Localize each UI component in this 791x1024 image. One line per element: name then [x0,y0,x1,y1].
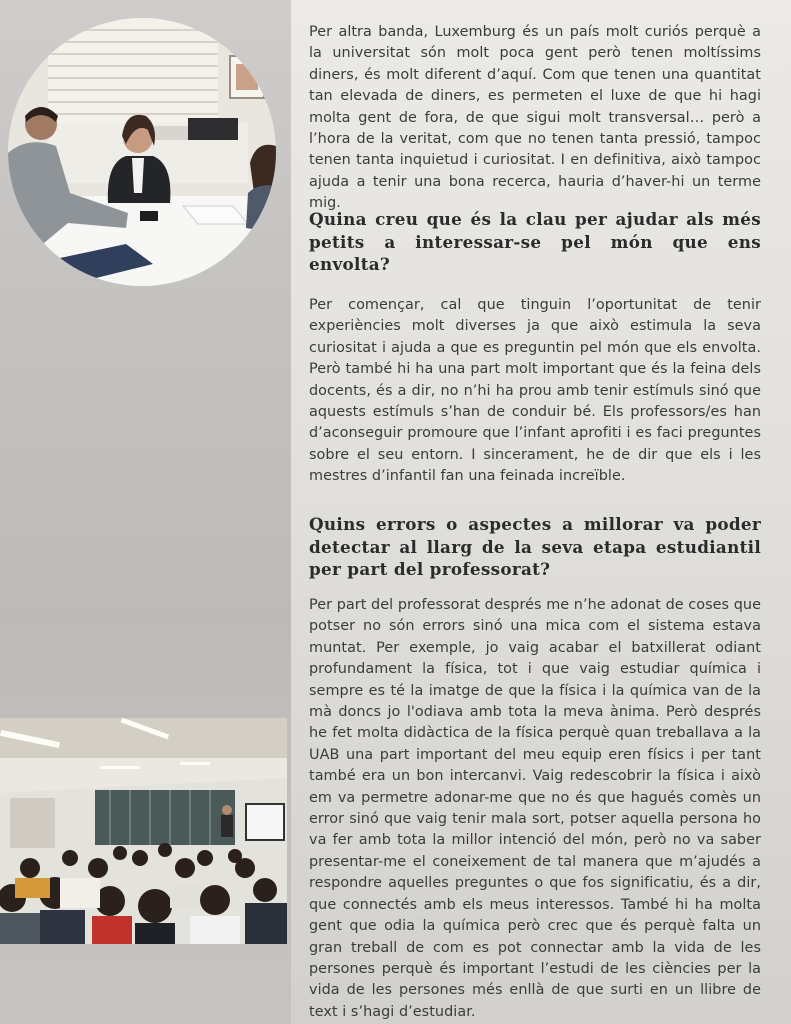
classroom-photo [0,718,287,944]
paragraph-intro: Per altra banda, Luxemburg és un país molt curiós perquè a la universitat són molt poca gent però tenen moltíssims diners, és molt diferent d’aquí. Com que tenen una quantitat tan elevada de diners, es permeten el luxe de que hi hagi molta gent de fora, de que sigui molt transversal… però a l’hora de la veritat, com que no tenen tanta pressió, tampoc tenen tanta inquietud i curiositat. I en definitiva, això tampoc ajuda a tenir una bona recerca, hauria d’haver-hi un terme mig. [309,24,761,212]
paragraph-answer-1: Per començar, cal que tinguin l’oportunitat de tenir experiències molt diverses ja que això estimula la seva curiositat i ajuda a que es preguntin pel món que els envolta. Però també hi ha una part molt important que és la feina dels docents, és a dir, no n’hi ha prou amb tenir estímuls sinó que aquests estímuls s’han de conduir bé. Els professors/es han d’aconseguir promoure que l’infant aprofiti i es faci preguntes sobre el seu entorn. I sincerament, he de dir que els i les mestres d’infantil fan una feinada increïble. [309,297,761,485]
question-heading-1: Quina creu que és la clau per ajudar als més petits a interessar-se pel món que ens envolta? [309,209,761,274]
interview-photo [8,18,276,286]
question-heading-2: Quins errors o aspectes a millorar va poder detectar al llarg de la seva etapa estudiantil per part del professorat? [309,514,761,579]
interview-photo-graphic [8,18,276,286]
classroom-photo-graphic [0,718,287,944]
paragraph-answer-2: Per part del professorat després me n’he adonat de coses que potser no són errors sinó una mica com el sistema estava muntat. Per exemple, jo vaig acabar el batxillerat odiant profundament la física, tot i que vaig estudiar química i sempre es té la imatge de que la física i la química van de la mà doncs jo l'odiava amb tota la meva ànima. Però després he fet molta didàctica de la física perquè quan treballava a la UAB una part important del meu equip eren físics i per tant també era un bon intercanvi. Vaig redescobrir la física i això em va permetre adonar-me que no és que hagués comès un error sinó que vaig tenir mala sort, potser aquella persona ho va fer amb tota la millor intenció del món, però no va saber presentar-me el coneixement de tal manera que m’ajudés a respondre aquelles preguntes o que fos significatiu, és a dir, que connectés amb els meus interessos. També hi ha molta gent que odia la química però crec que és perquè falta un gran treball de com es pot connectar amb la vida de les persones perquè és important l’estudi de les ciències per la vida de les persones més enllà de que surti en un llibre de text i s’hagi d’estudiar. [309,597,761,1020]
